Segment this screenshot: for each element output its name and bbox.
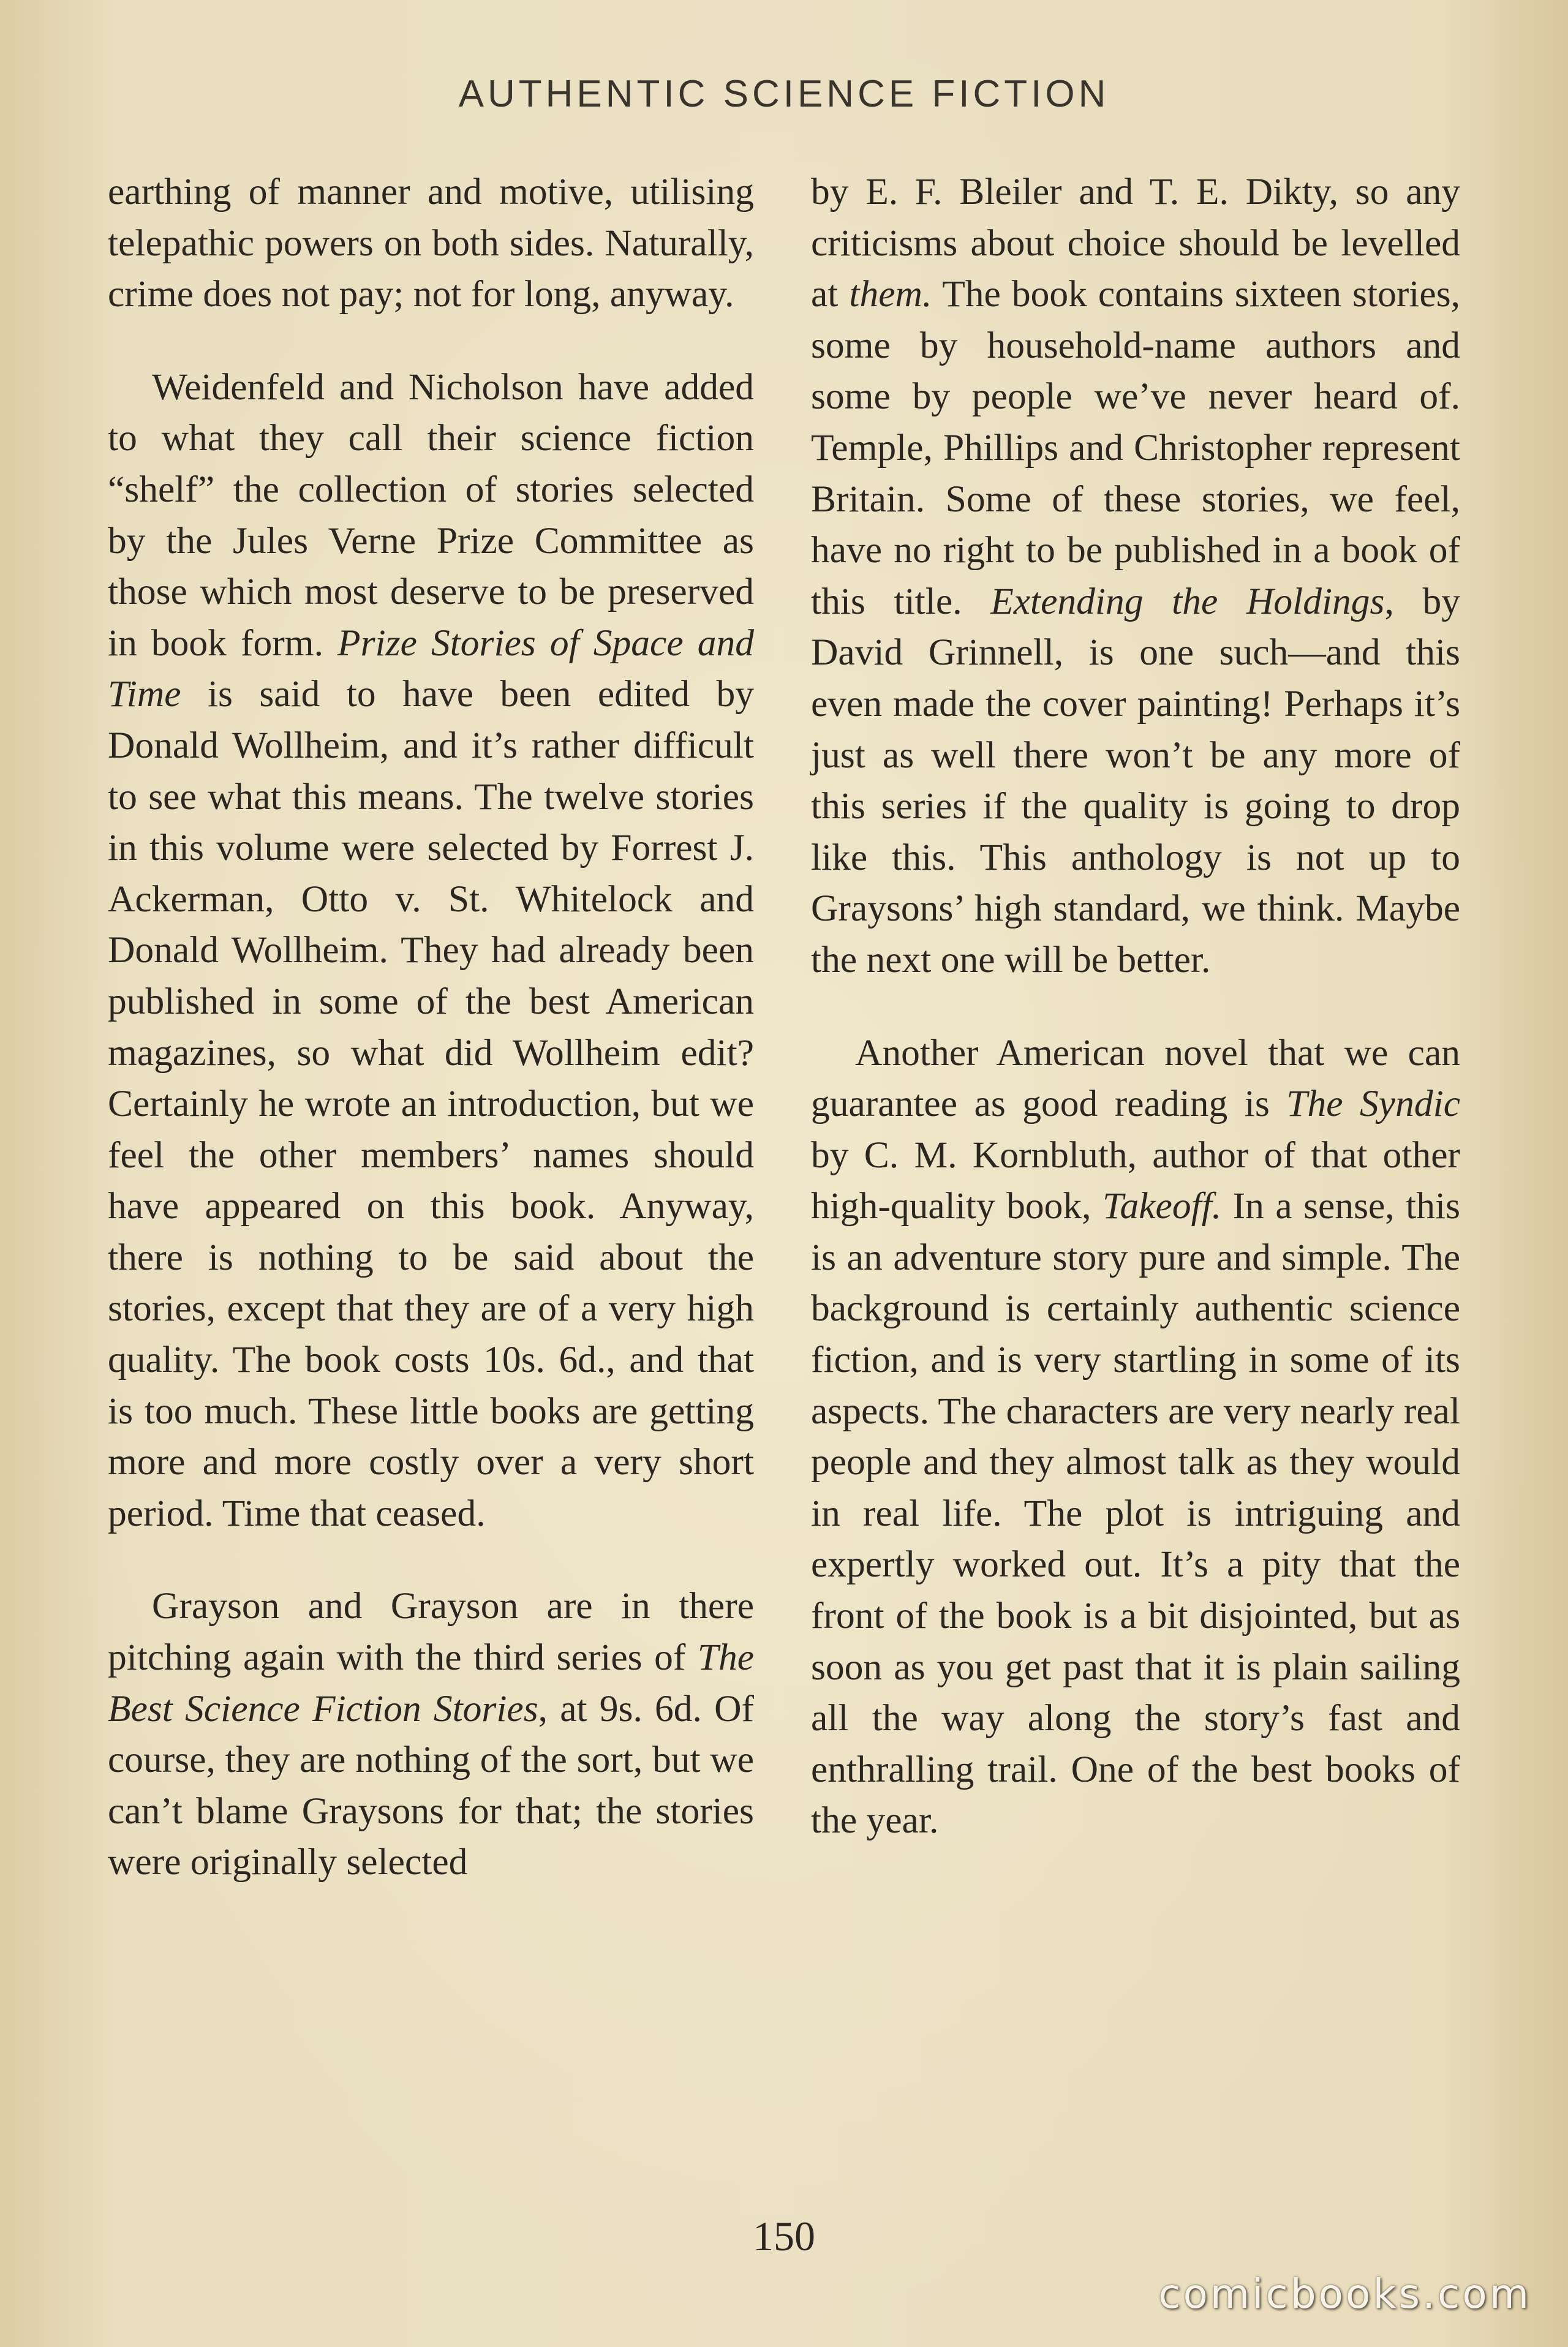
left-column	[108, 167, 754, 1888]
right-paragraph-2: Another American novel that we can guarantee as good reading is The Syndic by C. M. Kornbluth, author of that other high-quality book, Takeoff. In a sense, this is an adventure story pure and simple. The background is certainly authentic science fiction, and is very startling in some of its aspects. The characters are very nearly real people and they almost talk as they would in real life. The plot is intriguing and expertly worked out. It’s a pity that the front of the book is a bit disjointed, but as soon as you get past that it is plain sailing all the way along the story’s fast and enthralling trail. One of the best books of the year.	[811, 1031, 1461, 1842]
left-paragraph-2: Weidenfeld and Nicholson have added to what they call their science fiction “shelf” the collection of stories selected by the Jules Verne Prize Committee as those which most deserve to be preserved in book form. Prize Stories of Space and Time is said to have been edited by Donald Wollheim, and it’s rather difficult to see what this means. The twelve stories in this volume were selected by Forrest J. Ackerman, Otto v. St. Whitelock and Donald Wollheim. They had already been published in some of the best American magazines, so what did Wollheim edit? Certainly he wrote an introduction, but we feel the other members’ names should have appeared on this book. Anyway, there is nothing to be said about the stories, except that they are of a very high quality. The book costs 10s. 6d., and that is too much. These little books are getting more and more costly over a very short period. Time that ceased.	[108, 366, 754, 1534]
book-title-the-syndic: The Syndic	[1286, 1083, 1460, 1125]
story-title-extending-holdings: Extending the Holdings	[990, 580, 1385, 622]
right-paragraph-1: by E. F. Bleiler and T. E. Dikty, so any criticisms about choice should be levelled at them. The book contains sixteen stories, some by household-name authors and some by people we’ve never heard of. Temple, Phillips and Christopher represent Britain. Some of these stories, we feel, have no right to be published in a book of this title. Extending the Holdings, by David Grinnell, is one such—and this even made the cover painting! Perhaps it’s just as well there won’t be any more of this series if the quality is going to drop like this. This anthology is not up to Graysons’ high standard, we think. Maybe the next one will be better.	[811, 171, 1461, 981]
book-title-prize-stories: Prize Stories of Space and Time	[108, 622, 754, 715]
page-number: 150	[753, 2213, 815, 2259]
site-watermark: comicbooks.com	[1158, 2270, 1531, 2318]
left-paragraph-1: earthing of manner and motive, utilising telepathic powers on both sides. Naturally, crime does not pay; not for long, anyway.	[108, 171, 754, 315]
book-title-takeoff: Takeoff.	[1102, 1185, 1222, 1227]
book-title-best-sf-stories: The Best Science Fiction Stories	[108, 1637, 754, 1730]
left-paragraph-3: Grayson and Grayson are in there pitching again with the third series of The Best Science Fiction Stories, at 9s. 6d. Of course, they are nothing of the sort, but we can’t blame Graysons for that; the stories were originally selected	[108, 1585, 754, 1883]
running-head: AUTHENTIC SCIENCE FICTION	[458, 73, 1110, 115]
right-column	[811, 167, 1460, 1847]
emphasis-them: them.	[849, 273, 932, 315]
